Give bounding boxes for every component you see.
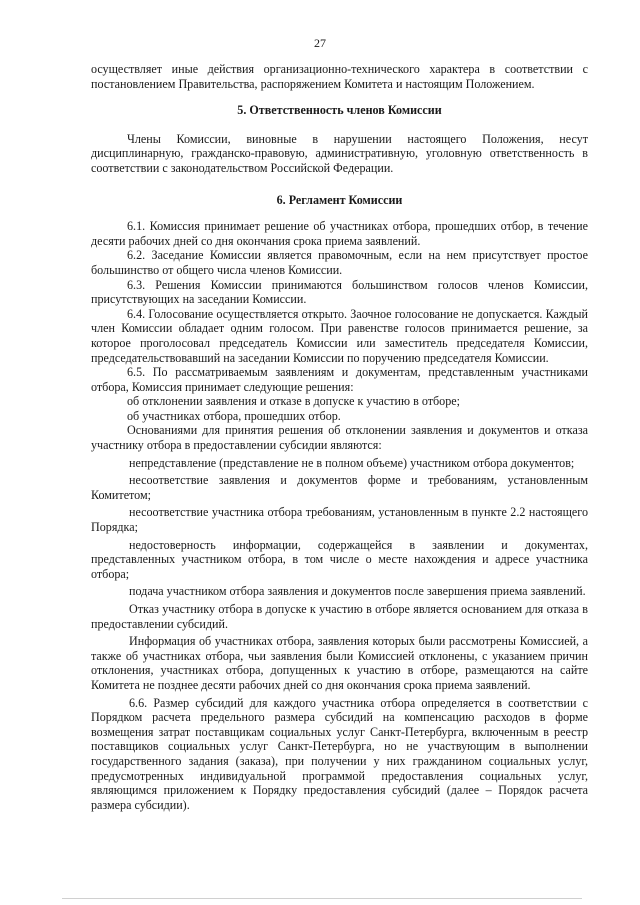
information-paragraph: Информация об участниках отбора, заявления которых были рассмотрены Комиссией, а также об участниках отбора, чьи заявления были Комиссией отклонены, с указанием причин отклонения, участниках отбора, допущенных к участию в отборе, размещаются на сайте Комитета не позднее десяти рабочих дней со дня окончания срока приема заявлений. bbox=[91, 634, 588, 692]
ground-item-3: несоответствие участника отбора требованиям, установленным в пункте 2.2 настоящего Порядка; bbox=[91, 505, 588, 535]
paragraph-6-4: 6.4. Голосование осуществляется открыто. Заочное голосование не допускается. Каждый член Комиссии обладает одним голосом. При равенстве голосов принимается решение, за которое проголосовал председатель Комиссии или заместитель председателя Комиссии, председательствовавший на заседании Комиссии по поручению председателя Комиссии. bbox=[91, 306, 588, 365]
decision-option-reject: об отклонении заявления и отказе в допуске к участию в отборе; bbox=[127, 394, 460, 409]
page-bottom-edge bbox=[62, 898, 582, 899]
top-paragraph: осуществляет иные действия организационно-технического характера в соответствии с постановлением Правительства, распоряжением Комитета и настоящим Положением. bbox=[91, 62, 588, 91]
paragraph-6-1: 6.1. Комиссия принимает решение об участниках отбора, прошедших отбор, в течение десяти рабочих дней со дня окончания срока приема заявлений. bbox=[91, 219, 588, 248]
ground-item-1: непредставление (представление не в полном объеме) участником отбора документов; bbox=[129, 455, 575, 470]
paragraph-6-2: 6.2. Заседание Комиссии является правомочным, если на нем присутствует простое большинство от общего числа членов Комиссии. bbox=[91, 248, 588, 277]
grounds-intro: Основаниями для принятия решения об отклонении заявления и документов и отказа участнику отбора в предоставлении субсидии являются: bbox=[91, 423, 588, 453]
document-body bbox=[91, 62, 588, 812]
paragraph-6-5: 6.5. По рассматриваемым заявлениям и документам, представленным участниками отбора, Комиссия принимает следующие решения: bbox=[91, 365, 588, 394]
section-6-heading: 6. Регламент Комиссии bbox=[276, 192, 403, 207]
section-5-text: Члены Комиссии, виновные в нарушении настоящего Положения, несут дисциплинарную, гражданско-правовую, административную, уголовную ответственность в соответствии с законодательством Российской Федерации. bbox=[91, 131, 588, 175]
page-number: 27 bbox=[314, 36, 326, 50]
paragraph-6-3: 6.3. Решения Комиссии принимаются большинством голосов членов Комиссии, присутствующих на заседании Комиссии. bbox=[91, 277, 588, 307]
refusal-paragraph: Отказ участнику отбора в допуске к участию в отборе является основанием для отказа в предоставлении субсидий. bbox=[91, 602, 588, 631]
paragraph-6-6: 6.6. Размер субсидий для каждого участника отбора определяется в соответствии с Порядком расчета предельного размера субсидий на компенсацию расходов в форме возмещения затрат поставщикам социальных услуг Санкт-Петербурга, включенным в реестр поставщиков социальных услуг Санкт-Петербурга, но не участвующим в выполнении государственного задания (заказа), при получении у них гражданином социальных услуг, предусмотренных индивидуальной программой предоставления социальных услуг, являющимся приложением к Порядку предоставления субсидий (далее – Порядок расчета размера субсидии). bbox=[91, 695, 588, 812]
ground-item-2: несоответствие заявления и документов форме и требованиям, установленным Комитетом; bbox=[91, 473, 588, 502]
section-5-heading: 5. Ответственность членов Комиссии bbox=[237, 103, 442, 118]
ground-item-4: недостоверность информации, содержащейся в заявлении и документах, представленных участником отбора, в том числе о месте нахождения и адресе участника отбора; bbox=[91, 537, 588, 581]
ground-item-5: подача участником отбора заявления и документов после завершения приема заявлений. bbox=[129, 584, 586, 599]
decision-option-passed: об участниках отбора, прошедших отбор. bbox=[127, 408, 341, 423]
